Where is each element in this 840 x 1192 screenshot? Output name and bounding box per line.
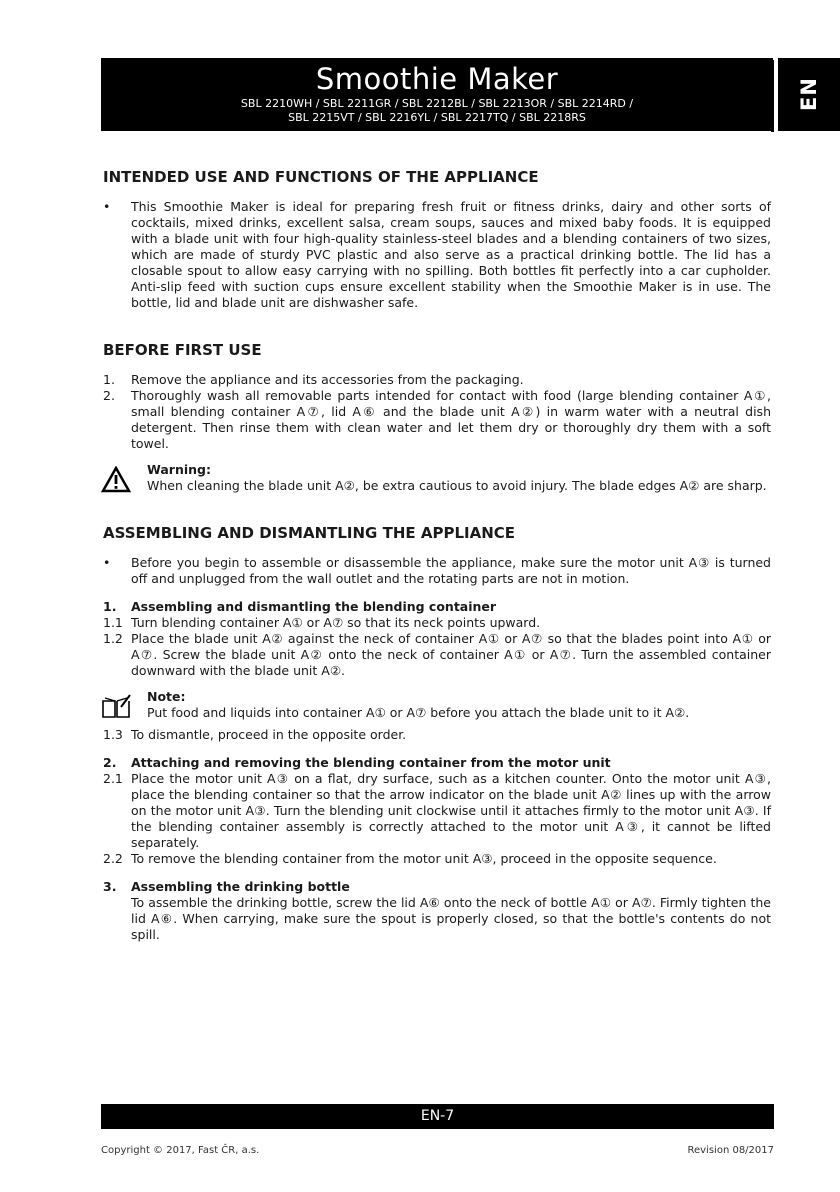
section-heading-before-first-use: BEFORE FIRST USE	[103, 341, 262, 359]
intended-use-bullet: • This Smoothie Maker is ideal for preparing fresh fruit or fitness drinks, dairy and other sorts of cocktails, mixed drinks, excellent salsa, cream soups, sauces and mixed baby foods. It is equipped with a blade unit with four high-quality stainless-steel blades and a blending containers of two sizes, which are made of sturdy PVC plastic and also serve as a practical drinking bottle. The lid has a closable spout to allow easy carrying with no spilling. Both bottles fit perfectly into a car cupholder. Anti-slip feed with suction cups ensure excellent stability when the Smoothie Maker is in use. The bottle, lid and blade unit are dishwasher safe.	[103, 199, 771, 311]
note-title: Note:	[147, 689, 186, 704]
list-item: 1.1 Turn blending container A① or A⑦ so that its neck points upward.	[103, 615, 541, 630]
warning-block	[103, 462, 771, 494]
model-list-line-2: SBL 2215VT / SBL 2216YL / SBL 2217TQ / SBL 2218RS	[288, 111, 586, 124]
paragraph: To assemble the drinking bottle, screw the lid A⑥ onto the neck of bottle A① or A⑦. Firmly tighten the lid A⑥. When carrying, make sure the spout is properly closed, so that the bottle's contents do not spill.	[131, 895, 771, 942]
page-number: EN-7	[420, 1108, 455, 1124]
header-edge	[771, 60, 774, 132]
note-book-icon	[101, 693, 131, 720]
assembling-bullet: • Before you begin to assemble or disassemble the appliance, make sure the motor unit A③ is turned off and unplugged from the wall outlet and the rotating parts are not in motion.	[103, 555, 771, 587]
language-label: EN	[797, 77, 821, 111]
copyright: Copyright © 2017, Fast ČR, a.s.	[101, 1145, 260, 1156]
warning-icon	[101, 466, 131, 493]
subsection-title: 2. Attaching and removing the blending container from the motor unit	[103, 755, 611, 770]
list-item: 2.2 To remove the blending container from the motor unit A③, proceed in the opposite sequence.	[103, 851, 717, 866]
section-heading-intended-use: INTENDED USE AND FUNCTIONS OF THE APPLIANCE	[103, 168, 539, 186]
note-block	[103, 689, 771, 721]
subsection-title: 1. Assembling and dismantling the blending container	[103, 599, 497, 614]
document-header	[101, 58, 773, 131]
model-list-line-1: SBL 2210WH / SBL 2211GR / SBL 2212BL / SBL 2213OR / SBL 2214RD /	[240, 97, 634, 110]
page-content	[103, 168, 771, 943]
note-text: Put food and liquids into container A① or A⑦ before you attach the blade unit to it A②.	[147, 705, 690, 720]
section-heading-assembling: ASSEMBLING AND DISMANTLING THE APPLIANCE	[103, 524, 516, 542]
list-item: 2. Thoroughly wash all removable parts intended for contact with food (large blending container A①, small blending container A⑦, lid A⑥ and the blade unit A②) in warm water with a neutral dish detergent. Then rinse them with clean water and let them dry or thoroughly dry them with a soft towel.	[103, 388, 771, 451]
subsection-title: 3. Assembling the drinking bottle	[103, 879, 350, 894]
warning-text: When cleaning the blade unit A②, be extra cautious to avoid injury. The blade edges A② are sharp.	[147, 478, 767, 493]
page-number-bar	[101, 1104, 774, 1129]
language-tab	[778, 58, 840, 131]
revision: Revision 08/2017	[687, 1145, 774, 1156]
list-item: 1.3 To dismantle, proceed in the opposite order.	[103, 727, 407, 742]
warning-title: Warning:	[147, 462, 211, 477]
list-item: 1. Remove the appliance and its accessories from the packaging.	[103, 372, 524, 387]
list-item: 1.2 Place the blade unit A② against the neck of container A① or A⑦ so that the blades point into A① or A⑦. Screw the blade unit A② onto the neck of container A① or A⑦. Turn the assembled container downward with the blade unit A②.	[103, 631, 771, 678]
list-item: 2.1 Place the motor unit A③ on a flat, dry surface, such as a kitchen counter. Onto the motor unit A③, place the blending container so that the arrow indicator on the blade unit A② lines up with the arrow on the motor unit A③. Turn the blending unit clockwise until it attaches firmly to the motor unit A③. If the blending container assembly is correctly attached to the motor unit A③, it cannot be lifted separately.	[103, 771, 771, 850]
document-title: Smoothie Maker	[315, 62, 559, 96]
